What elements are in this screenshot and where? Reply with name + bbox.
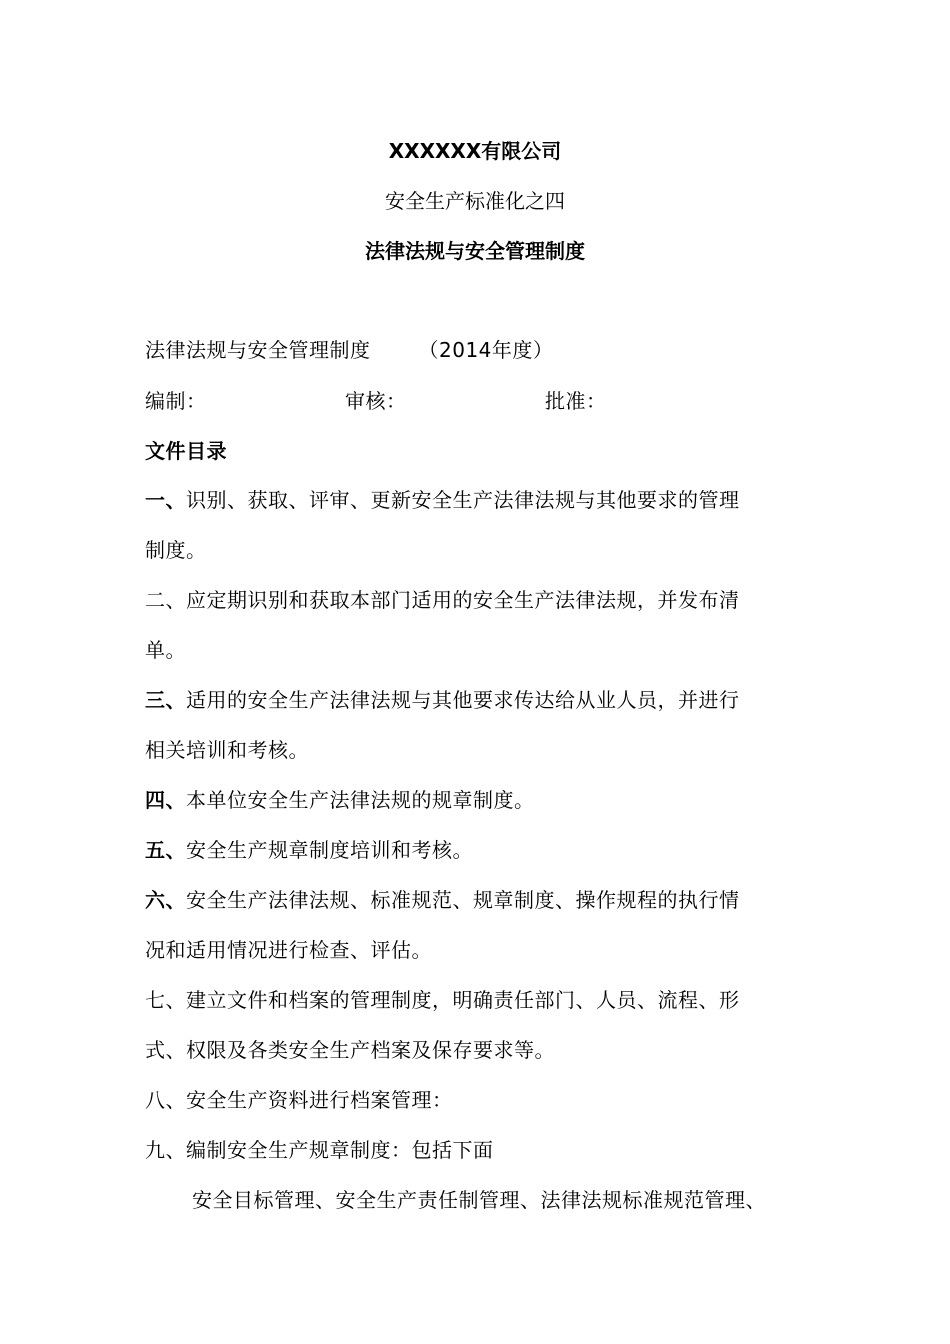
reviewed-label: 审核：	[345, 389, 407, 413]
toc-item-number: 八、	[145, 1088, 186, 1112]
doc-name: 法律法规与安全管理制度	[145, 338, 371, 362]
doc-name-row	[145, 336, 553, 364]
toc-item	[145, 986, 740, 1014]
toc-item-text: 本单位安全生产法律法规的规章制度。	[186, 788, 535, 812]
toc-item-number: 七、	[145, 988, 186, 1012]
toc-item	[145, 1136, 494, 1164]
toc-item-continued: 相关培训和考核。	[145, 738, 309, 762]
toc-item	[145, 1086, 453, 1114]
toc-item-text: 安全生产资料进行档案管理：	[186, 1088, 453, 1112]
toc-item-text: 编制安全生产规章制度：包括下面	[186, 1138, 494, 1162]
toc-item-text: 安全生产规章制度培训和考核。	[186, 838, 473, 862]
signature-row	[145, 387, 607, 415]
toc-item-continued: 式、权限及各类安全生产档案及保存要求等。	[145, 1038, 555, 1062]
toc-item-number: 四、	[145, 788, 186, 812]
toc-item-continued: 况和适用情况进行检查、评估。	[145, 938, 432, 962]
toc-item	[145, 586, 740, 614]
toc-item	[145, 836, 473, 864]
approved-label: 批准：	[545, 389, 607, 413]
toc-item	[145, 786, 535, 814]
toc-item-continued: 单。	[145, 638, 186, 662]
toc-item-number: 九、	[145, 1138, 186, 1162]
toc-item	[145, 886, 740, 914]
toc-item-text: 建立文件和档案的管理制度，明确责任部门、人员、流程、形	[186, 988, 740, 1012]
toc-item-number: 一、	[145, 488, 186, 512]
toc-item-text: 应定期识别和获取本部门适用的安全生产法律法规，并发布清	[186, 588, 740, 612]
toc-item	[145, 686, 740, 714]
toc-item-number: 二、	[145, 588, 186, 612]
doc-year: （2014年度）	[418, 338, 554, 362]
toc-item-number: 六、	[145, 888, 186, 912]
toc-item-text: 识别、获取、评审、更新安全生产法律法规与其他要求的管理	[186, 488, 740, 512]
toc-item-text: 适用的安全生产法律法规与其他要求传达给从业人员，并进行	[186, 688, 740, 712]
toc-item-number: 五、	[145, 838, 186, 862]
toc-item-text: 安全生产法律法规、标准规范、规章制度、操作规程的执行情	[186, 888, 740, 912]
toc-item	[145, 486, 740, 514]
toc-item-number: 三、	[145, 688, 186, 712]
series-title: 安全生产标准化之四	[385, 189, 565, 213]
toc-item-continued: 制度。	[145, 538, 207, 562]
subject-title: 法律法规与安全管理制度	[365, 239, 585, 263]
toc-heading: 文件目录	[145, 439, 227, 463]
toc-item9-details: 安全目标管理、安全生产责任制管理、法律法规标准规范管理、	[192, 1188, 766, 1212]
company-title: XXXXXX有限公司	[388, 139, 562, 163]
compiled-label: 编制：	[145, 389, 207, 413]
